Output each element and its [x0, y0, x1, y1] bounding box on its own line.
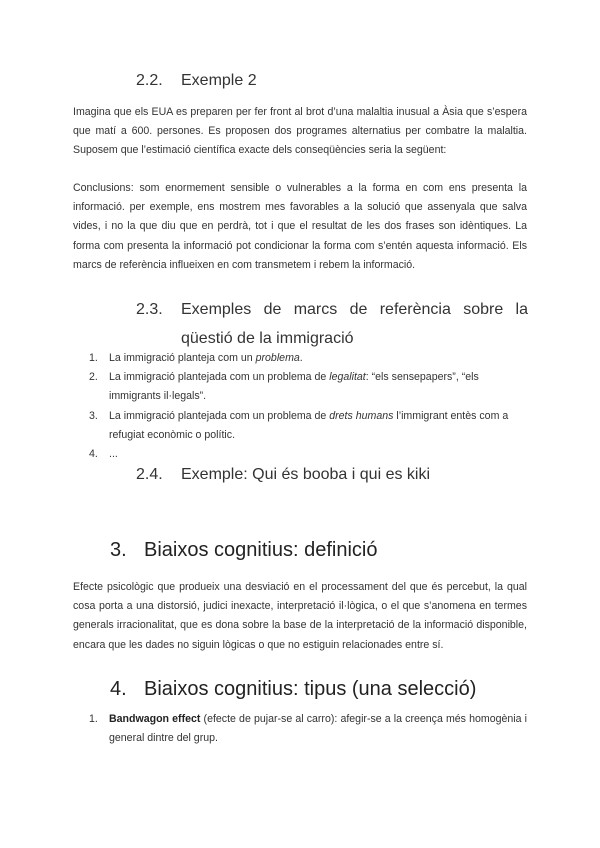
list-item: 4. ... — [89, 448, 118, 461]
section-2-2-heading — [136, 72, 257, 90]
section-title: Biaixos cognitius: tipus (una selecció) — [144, 678, 477, 700]
section-title: Biaixos cognitius: definició — [144, 539, 378, 561]
section-4-heading — [110, 678, 476, 701]
list-item: 1. La immigració planteja com un problema. — [89, 352, 303, 364]
section-2-2-conclusions: Conclusions: som enormement sensible o vulnerables a la forma en com ens presenta la informació. per exemple, ens mostrem mes favorables a la solució que assenyala que salva vides, i no la que diu que en perdrà, tot i que el resultat de les dos frases son idèntiques. La forma com presenta la informació pot condicionar la forma com s’entén aquesta informació. Els marcs de referència influeixen en com transmetem i rebem la informació. — [73, 182, 527, 271]
section-number: 2.4. — [136, 466, 163, 483]
section-title-line1: Exemples de marcs de referència sobre la — [181, 301, 528, 318]
list-item: 2. La immigració plantejada com un problema de legalitat: “els sensepapers”, “els immigrants il·legals”. — [89, 371, 479, 403]
section-4-list — [73, 710, 527, 748]
section-3-body: Efecte psicològic que produeix una desviació en el processament del que és percebut, la qual cosa porta a una distorsió, judici inexacte, interpretació il·lògica, o el que s’anomena en termes generals irracionalitat, que es dona sobre la base de la interpretació de la informació disponible, encara que les dades no siguin lògicas o que no estiguin relacionades entre sí. — [73, 581, 527, 651]
section-number: 4. — [110, 678, 127, 700]
section-2-2-intro: Imagina que els EUA es preparen per fer front al brot d’una malaltia inusual a Àsia que s’espera que matí a 600. persones. Es proposen dos programes alternatius per combatre la malaltia. Suposem que l’estimació científica exacte dels conseqüències seria la següent: — [73, 106, 527, 157]
section-title: Exemple 2 — [181, 72, 257, 89]
section-number: 2.3. — [136, 301, 163, 318]
list-item: 1. Bandwagon effect (efecte de pujar-se al carro): afegir-se a la creença més homogènia i general dintre del grup. — [89, 713, 528, 745]
section-2-3-heading — [136, 295, 528, 353]
section-title-line2: qüestió de la immigració — [181, 330, 354, 347]
bias-name: Bandwagon effect — [109, 713, 201, 725]
section-2-3-list — [73, 349, 527, 464]
section-3-heading — [110, 539, 377, 562]
section-number: 3. — [110, 539, 127, 561]
section-number: 2.2. — [136, 72, 163, 89]
section-2-4-heading — [136, 466, 430, 484]
list-item: 3. La immigració plantejada com un problema de drets humans l’immigrant entès com a refugiat econòmic o polític. — [89, 409, 509, 441]
section-title: Exemple: Qui és booba i qui es kiki — [181, 466, 431, 483]
